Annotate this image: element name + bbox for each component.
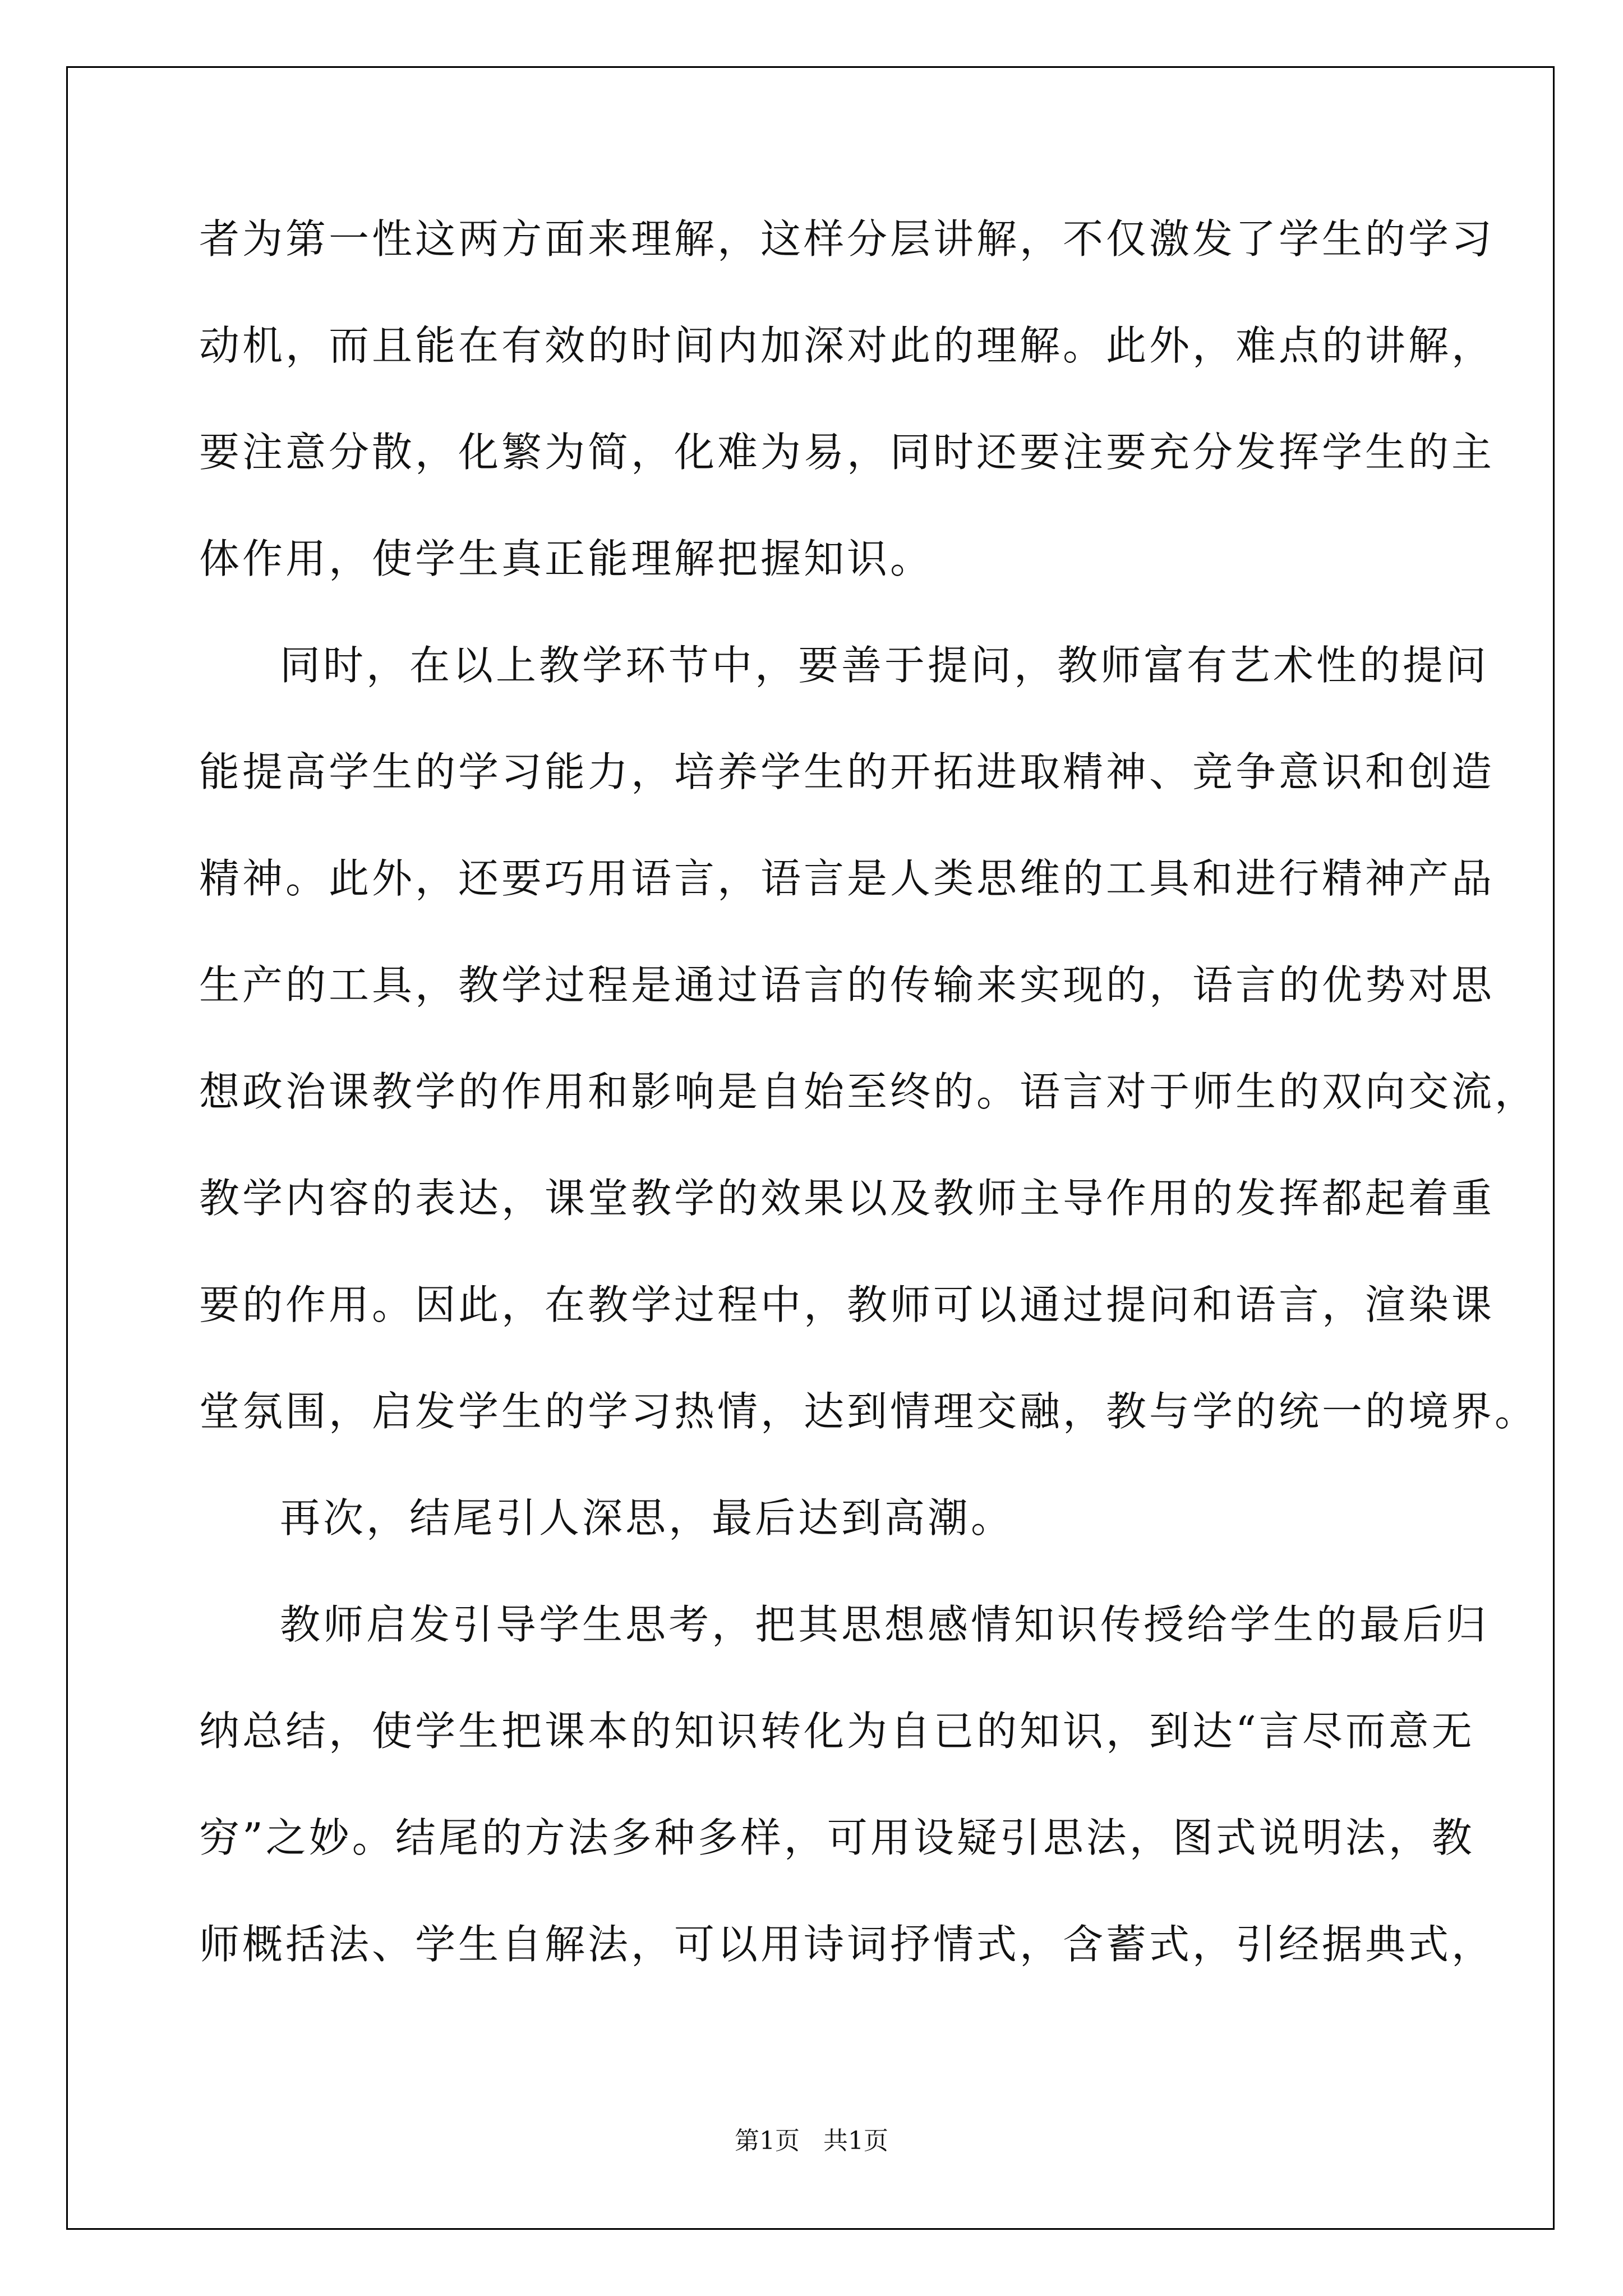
- text-line: 动机，而且能在有效的时间内加深对此的理解。此外，难点的讲解，: [199, 322, 1495, 369]
- text-line: 体作用，使学生真正能理解把握知识。: [199, 535, 934, 582]
- text-line: 师概括法、学生自解法，可以用诗词抒情式，含蓄式，引经据典式，: [199, 1921, 1495, 1968]
- paragraph-start-line: 再次，结尾引人深思，最后达到高潮。: [280, 1494, 1015, 1542]
- text-line: 堂氛围，启发学生的学习热情，达到情理交融，教与学的统一的境界。: [199, 1388, 1538, 1435]
- text-line: 教学内容的表达，课堂教学的效果以及教师主导作用的发挥都起着重: [199, 1175, 1495, 1222]
- paragraph-start-line: 同时，在以上教学环节中，要善于提问，教师富有艺术性的提问: [280, 642, 1490, 689]
- text-line: 纳总结，使学生把课本的知识转化为自已的知识，到达“言尽而意无: [199, 1708, 1475, 1755]
- text-line: 者为第一性这两方面来理解，这样分层讲解，不仅激发了学生的学习: [199, 215, 1495, 263]
- text-line: 精神。此外，还要巧用语言，语言是人类思维的工具和进行精神产品: [199, 855, 1495, 902]
- text-line: 生产的工具，教学过程是通过语言的传输来实现的，语言的优势对思: [199, 961, 1495, 1009]
- text-line: 穷”之妙。结尾的方法多种多样，可用设疑引思法，图式说明法，教: [199, 1814, 1475, 1861]
- document-body: [199, 215, 1538, 2031]
- text-line: 要的作用。因此，在教学过程中，教师可以通过提问和语言，渲染课: [199, 1281, 1495, 1328]
- paragraph-start-line: 教师启发引导学生思考，把其思想感情知识传授给学生的最后归: [280, 1601, 1490, 1648]
- page-footer: 第1页 共1页: [735, 2127, 888, 2155]
- text-line: 能提高学生的学习能力，培养学生的开拓进取精神、竞争意识和创造: [199, 748, 1495, 795]
- text-line: 想政治课教学的作用和影响是自始至终的。语言对于师生的双向交流，: [199, 1068, 1538, 1115]
- text-line: 要注意分散，化繁为简，化难为易，同时还要注要充分发挥学生的主: [199, 429, 1495, 476]
